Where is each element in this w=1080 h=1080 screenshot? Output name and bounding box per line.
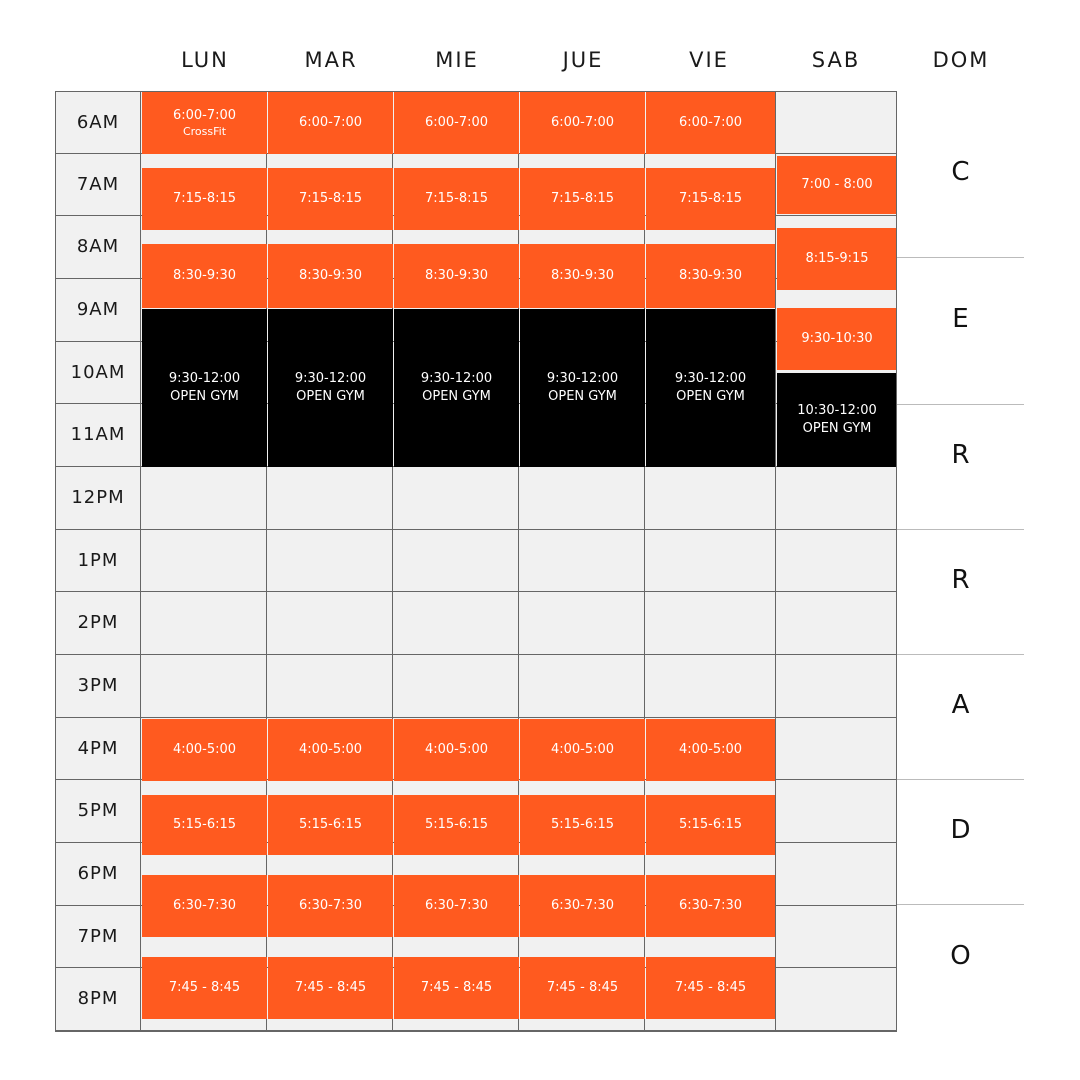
grid-cell [519,655,645,718]
grid-cell [776,843,897,906]
grid-cell [776,655,897,718]
time-label-8am [55,216,141,279]
class-time: 5:15-6:15 [298,817,363,832]
class-time: 9:30-12:00 [294,371,367,386]
class-type: CrossFit [182,125,227,138]
class-block-vie-c745[interactable] [646,957,775,1019]
time-text: 9AM [76,299,120,320]
class-block-mar-c600[interactable] [268,92,393,154]
grid-cell [519,592,645,655]
class-block-lun-c515[interactable] [142,795,267,855]
class-time: 5:15-6:15 [172,817,237,832]
grid-cell [267,467,393,530]
class-time: 4:00-5:00 [172,742,237,757]
class-time: 7:15-8:15 [298,191,363,206]
class-block-vie-c515[interactable] [646,795,775,855]
class-time: 7:15-8:15 [172,191,237,206]
class-time: 4:00-5:00 [550,742,615,757]
class-time: 9:30-12:00 [168,371,241,386]
class-time: 8:30-9:30 [424,268,489,283]
time-text: 12PM [71,487,125,509]
class-block-jue-open[interactable] [520,309,645,467]
time-text: 7PM [77,925,119,947]
time-text: 10AM [70,361,126,383]
closed-letter: E [952,303,969,334]
grid-cell [776,718,897,781]
grid-cell [519,467,645,530]
time-text: 7AM [76,173,120,195]
grid-cell [519,530,645,593]
time-label-11am [55,404,141,467]
class-block-lun-c745[interactable] [142,957,267,1019]
class-block-jue-c400[interactable] [520,719,645,781]
grid-cell [776,906,897,969]
class-time: 9:30-10:30 [801,331,873,346]
time-label-8pm [55,968,141,1031]
time-text: 6PM [77,863,119,885]
grid-cell [393,655,519,718]
time-text: 5PM [77,800,119,822]
class-time: 8:15-9:15 [805,251,869,266]
day-header-sab: SAB [811,48,861,72]
class-block-lun-c630[interactable] [142,875,267,937]
closed-letter: R [951,564,970,595]
class-block-sab-open[interactable] [777,373,897,467]
time-text: 11AM [70,424,126,446]
closed-letter: O [950,940,971,971]
class-time: 4:00-5:00 [678,742,743,757]
class-time: 7:45 - 8:45 [546,980,619,995]
class-time: 6:00-7:00 [172,108,237,123]
class-time: 6:30-7:30 [678,898,743,913]
time-label-10am [55,342,141,405]
class-block-lun-c600[interactable] [142,92,267,154]
time-label-5pm [55,780,141,843]
class-block-mie-open[interactable] [394,309,519,467]
class-time: 7:45 - 8:45 [294,980,367,995]
class-time: 6:30-7:30 [298,898,363,913]
grid-cell [267,530,393,593]
grid-cell [267,655,393,718]
grid-cell [645,655,776,718]
closed-letter: A [951,689,970,720]
class-time: 6:30-7:30 [550,898,615,913]
time-label-6pm [55,843,141,906]
class-block-mar-c830[interactable] [268,244,393,308]
class-block-mie-c400[interactable] [394,719,519,781]
grid-cell [776,530,897,593]
grid-cell [645,530,776,593]
time-label-3pm [55,655,141,718]
class-block-jue-c600[interactable] [520,92,645,154]
class-type: OPEN GYM [170,389,239,404]
grid-cell [393,530,519,593]
time-label-1pm [55,530,141,593]
class-block-mie-c715[interactable] [394,168,519,230]
day-header-mie: MIE [435,48,479,72]
class-type: OPEN GYM [548,389,617,404]
class-block-jue-c830[interactable] [520,244,645,308]
class-block-jue-c715[interactable] [520,168,645,230]
class-block-sab-c930[interactable] [777,308,897,370]
class-time: 7:45 - 8:45 [420,980,493,995]
class-time: 8:30-9:30 [172,268,237,283]
grid-cell [776,592,897,655]
grid-cell [393,467,519,530]
closed-letter: R [951,439,970,470]
class-block-jue-c745[interactable] [520,957,645,1019]
grid-cell [776,780,897,843]
class-block-mie-c600[interactable] [394,92,519,154]
class-block-mar-c745[interactable] [268,957,393,1019]
class-time: 8:30-9:30 [678,268,743,283]
grid-cell [393,592,519,655]
class-time: 7:15-8:15 [678,191,743,206]
day-header-lun: LUN [181,48,229,72]
class-block-vie-open[interactable] [646,309,775,467]
grid-cell [776,91,897,154]
time-text: 2PM [77,612,119,634]
class-time: 5:15-6:15 [424,817,489,832]
time-label-6am [55,91,141,154]
time-label-4pm [55,718,141,781]
day-header-jue: JUE [562,48,604,72]
class-time: 9:30-12:00 [420,371,493,386]
class-type: OPEN GYM [422,389,491,404]
day-header-vie: VIE [689,48,729,72]
class-time: 7:15-8:15 [550,191,615,206]
grid-cell [141,467,267,530]
grid-cell [645,592,776,655]
day-header-dom: DOM [932,48,990,72]
grid-cell [776,467,897,530]
class-time: 9:30-12:00 [674,371,747,386]
class-block-vie-c400[interactable] [646,719,775,781]
grid-cell [776,968,897,1031]
class-block-lun-c830[interactable] [142,244,267,308]
class-type: OPEN GYM [296,389,365,404]
time-text: 8AM [76,236,120,258]
class-block-mar-c400[interactable] [268,719,393,781]
class-type: OPEN GYM [676,389,745,404]
class-block-lun-open[interactable] [142,309,267,467]
grid-cell [267,592,393,655]
class-time: 6:00-7:00 [550,115,615,130]
time-text: 3PM [77,675,119,697]
class-block-jue-c630[interactable] [520,875,645,937]
time-label-9am [55,279,141,342]
time-text: 6AM [76,112,120,133]
closed-letter: D [950,814,971,845]
grid-cell [141,592,267,655]
grid-cell [141,530,267,593]
class-block-mar-c515[interactable] [268,795,393,855]
class-block-vie-c715[interactable] [646,168,775,230]
class-time: 7:15-8:15 [424,191,489,206]
class-block-mie-c745[interactable] [394,957,519,1019]
class-block-lun-c400[interactable] [142,719,267,781]
closed-letter: C [951,156,970,187]
class-block-vie-c830[interactable] [646,244,775,308]
class-block-mie-c830[interactable] [394,244,519,308]
class-block-mar-open[interactable] [268,309,393,467]
class-block-sab-c700[interactable] [777,156,897,214]
time-text: 4PM [77,737,119,759]
class-block-jue-c515[interactable] [520,795,645,855]
class-block-mar-c715[interactable] [268,168,393,230]
class-time: 6:30-7:30 [172,898,237,913]
time-label-12pm [55,467,141,530]
time-label-2pm [55,592,141,655]
class-time: 7:00 - 8:00 [801,177,873,192]
time-label-7pm [55,906,141,969]
class-time: 6:00-7:00 [298,115,363,130]
class-time: 7:45 - 8:45 [674,980,747,995]
time-label-7am [55,154,141,217]
class-time: 5:15-6:15 [678,817,743,832]
class-time: 6:00-7:00 [424,115,489,130]
class-block-mie-c515[interactable] [394,795,519,855]
class-block-lun-c715[interactable] [142,168,267,230]
time-text: 1PM [77,549,119,571]
class-block-mar-c630[interactable] [268,875,393,937]
class-time: 9:30-12:00 [546,371,619,386]
class-time: 8:30-9:30 [298,268,363,283]
class-time: 5:15-6:15 [550,817,615,832]
class-time: 4:00-5:00 [298,742,363,757]
class-time: 8:30-9:30 [550,268,615,283]
class-time: 10:30-12:00 [797,403,877,418]
class-time: 6:30-7:30 [424,898,489,913]
class-block-vie-c630[interactable] [646,875,775,937]
class-time: 7:45 - 8:45 [168,980,241,995]
grid-cell [141,655,267,718]
time-text: 8PM [77,988,119,1010]
day-header-mar: MAR [304,48,358,72]
class-time: 4:00-5:00 [424,742,489,757]
class-block-sab-c815[interactable] [777,228,897,290]
class-block-vie-c600[interactable] [646,92,775,154]
class-time: 6:00-7:00 [678,115,743,130]
grid-cell [645,467,776,530]
class-block-mie-c630[interactable] [394,875,519,937]
class-type: OPEN GYM [802,421,872,436]
